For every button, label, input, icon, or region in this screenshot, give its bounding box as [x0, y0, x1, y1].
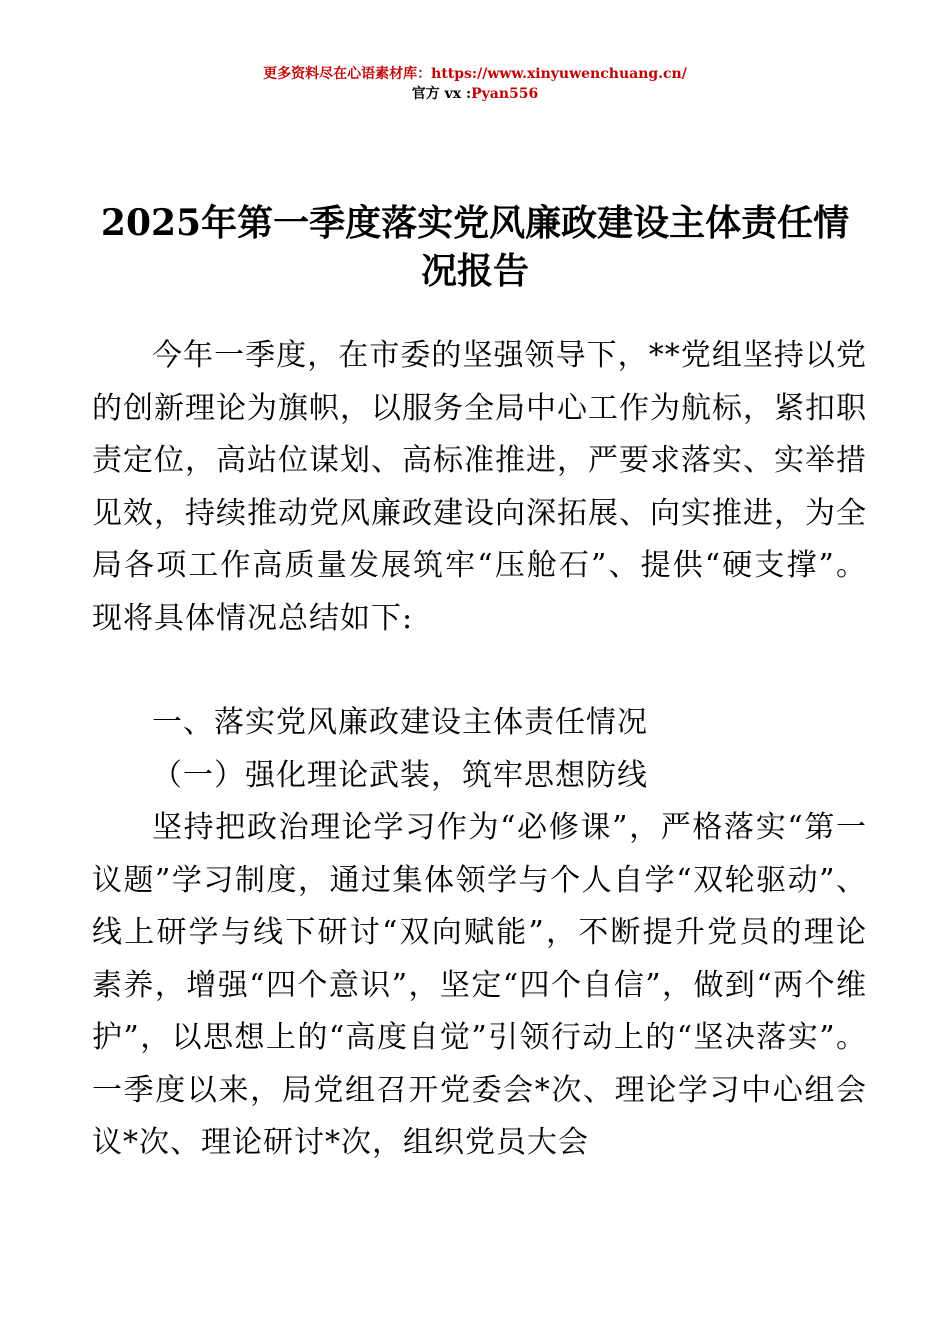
document-title: 2025年第一季度落实党风廉政建设主体责任情况报告	[100, 202, 850, 293]
header-contact-label: 官方 vx :	[411, 86, 472, 102]
subsection-paragraph-1: 坚持把政治理论学习作为“必修课”，严格落实“第一议题”学习制度，通过集体领学与个人自学“双轮驱动”、线上研学与线下研讨“双向赋能”，不断提升党员的理论素养，增强“四个意识”，坚定“四个自信”，做到“两个维护”，以思想上的“高度自觉”引领行动上的“坚决落实”。一季度以来，局党组召开党委会*次、理论学习中心组会议*次、理论研讨*次，组织党员大会	[92, 810, 867, 1160]
header-resource-url: https://www.xinyuwenchuang.cn/	[431, 66, 687, 82]
header-resource-label: 更多资料尽在心语素材库：	[263, 66, 432, 82]
header-contact-id: Pyan556	[471, 86, 539, 102]
header-contact-line	[0, 84, 950, 104]
document-body	[92, 330, 867, 1170]
intro-paragraph: 今年一季度，在市委的坚强领导下，**党组坚持以党的创新理论为旗帜，以服务全局中心工作为航标，紧扣职责定位，高站位谋划、高标准推进，严要求落实、实举措见效，持续推动党风廉政建设向深拓展、向实推进，为全局各项工作高质量发展筑牢“压舱石”、提供“硬支撑”。现将具体情况总结如下:	[92, 338, 867, 636]
subsection-heading-1: （一）强化理论武装，筑牢思想防线	[152, 757, 648, 793]
section-heading-1: 一、落实党风廉政建设主体责任情况	[152, 705, 648, 740]
page-header	[0, 64, 950, 104]
header-resource-line	[0, 64, 950, 84]
